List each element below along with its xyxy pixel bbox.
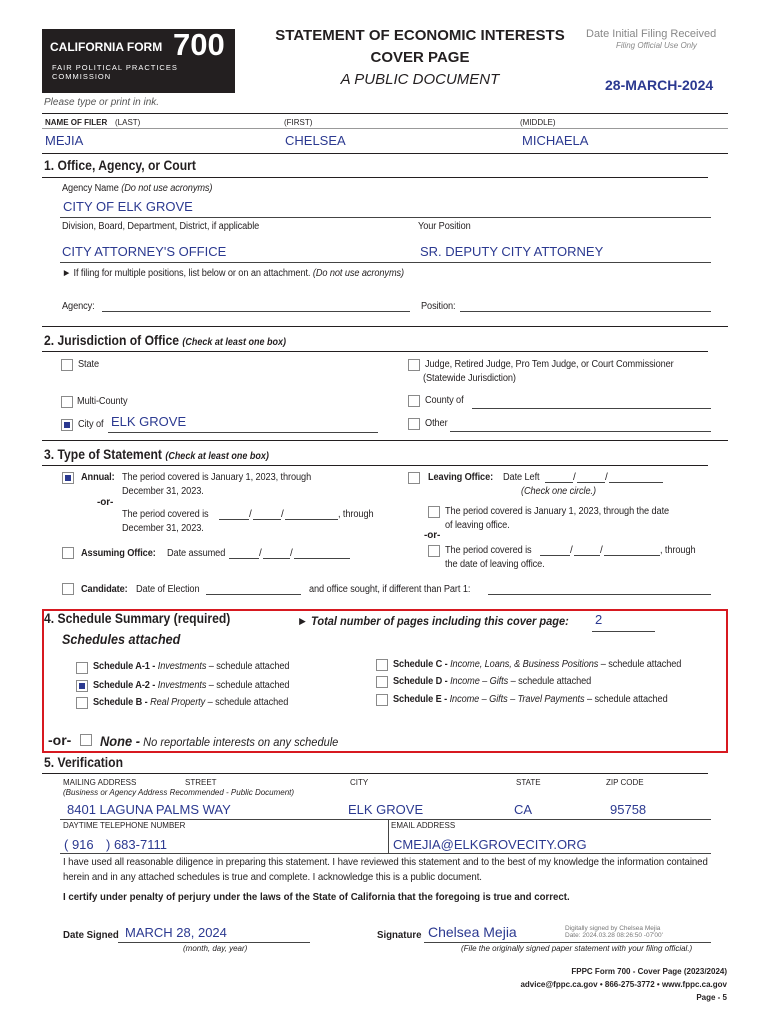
period-text: The period covered is: [122, 509, 209, 520]
date-format-note: (month, day, year): [183, 944, 248, 953]
last-name-field[interactable]: MEJIA: [45, 133, 84, 148]
diligence-statement: I have used all reasonable diligence in preparing this statement. I have reviewed this statement and to the best of my knowledge the information contained: [63, 856, 708, 868]
date-signed-label: Date Signed: [63, 929, 119, 941]
last-label: (LAST): [115, 118, 141, 127]
address-note: (Business or Agency Address Recommended - Public Document): [63, 788, 295, 797]
divider: [424, 942, 711, 943]
judge-label: Judge, Retired Judge, Pro Tem Judge, or Court Commissioner: [425, 359, 674, 370]
middle-label: (MIDDLE): [520, 118, 556, 127]
assumed-month-field[interactable]: [229, 558, 259, 559]
assumed-year-field[interactable]: [294, 558, 350, 559]
city-checkbox[interactable]: [61, 419, 73, 431]
or-label: -or-: [48, 732, 72, 748]
separator: /: [281, 509, 284, 520]
county-field[interactable]: [472, 408, 711, 409]
statewide-label: (Statewide Jurisdiction): [423, 373, 516, 384]
schedule-a2-label: Schedule A-2 - Investments – schedule attached: [93, 680, 290, 691]
digital-signature-line1: Digitally signed by Chelsea Mejia: [565, 925, 661, 932]
schedule-d-label: Schedule D - Income – Gifts – schedule attached: [393, 676, 592, 687]
leaving-option2-radio[interactable]: [428, 545, 440, 557]
divider: [42, 177, 708, 178]
date-assumed-label: Date assumed: [167, 548, 226, 559]
divider: [42, 153, 728, 154]
position-label: Your Position: [418, 221, 471, 232]
city-field[interactable]: ELK GROVE: [348, 802, 424, 817]
phone-number-field[interactable]: ) 683-7111: [106, 837, 167, 852]
schedule-c-checkbox[interactable]: [376, 659, 388, 671]
annual-checkbox[interactable]: [62, 472, 74, 484]
leaving2-day-field[interactable]: [574, 555, 600, 556]
period-month-field[interactable]: [219, 519, 249, 520]
office-sought-field[interactable]: [488, 594, 711, 595]
county-label: County of: [425, 395, 464, 406]
signature-note: (File the originally signed paper statement with your filing official.): [461, 944, 693, 953]
state-checkbox[interactable]: [61, 359, 73, 371]
street-field[interactable]: 8401 LAGUNA PALMS WAY: [67, 802, 231, 817]
schedule-a1-checkbox[interactable]: [76, 662, 88, 674]
divider: [388, 819, 389, 853]
divider: [42, 773, 708, 774]
date-signed-field[interactable]: MARCH 28, 2024: [125, 925, 227, 940]
divider: [42, 465, 708, 466]
schedule-a1-label: Schedule A-1 - Investments – schedule attached: [93, 661, 290, 672]
city-label: City of: [78, 419, 104, 430]
phone-area-field[interactable]: ( 916: [64, 837, 94, 852]
or-label: -or-: [424, 530, 441, 541]
divider: [42, 128, 728, 129]
leaving-office-checkbox[interactable]: [408, 472, 420, 484]
footer-form-id: FPPC Form 700 - Cover Page (2023/2024): [571, 967, 727, 976]
through-label: , through: [338, 509, 374, 520]
date-left-label: Date Left: [503, 472, 540, 483]
divider: [42, 440, 728, 441]
total-pages-field[interactable]: 2: [595, 612, 603, 627]
divider: [60, 217, 711, 218]
divider: [118, 942, 310, 943]
agency2-field[interactable]: [102, 311, 410, 312]
state-label: STATE: [516, 778, 541, 787]
digital-signature-line2: Date: 2024.03.28 08:26:50 -07'00': [565, 932, 663, 939]
separator: /: [573, 472, 576, 483]
state-field[interactable]: CA: [514, 802, 533, 817]
schedule-e-label: Schedule E - Income – Gifts – Travel Payments – schedule attached: [393, 694, 668, 705]
none-checkbox[interactable]: [80, 734, 92, 746]
date-left-day-field[interactable]: [577, 482, 605, 483]
separator: /: [290, 548, 293, 559]
divider: [42, 326, 728, 327]
assuming-office-checkbox[interactable]: [62, 547, 74, 559]
section1-title: 1. Office, Agency, or Court: [44, 158, 196, 173]
assumed-day-field[interactable]: [263, 558, 290, 559]
period-text-2: December 31, 2023.: [122, 523, 204, 534]
leaving2-month-field[interactable]: [540, 555, 570, 556]
county-checkbox[interactable]: [408, 395, 420, 407]
date-left-year-field[interactable]: [609, 482, 663, 483]
date-left-month-field[interactable]: [545, 482, 573, 483]
divider: [108, 432, 378, 433]
section5-title: 5. Verification: [44, 755, 124, 770]
official-use-label: Filing Official Use Only: [616, 41, 697, 50]
multiple-positions-note: ► If filing for multiple positions, list below or on an attachment. (Do not use acronyms): [62, 268, 405, 279]
separator: /: [600, 545, 603, 556]
office-sought-label: and office sought, if different than Part 1:: [309, 584, 471, 595]
period-year-field[interactable]: [285, 519, 338, 520]
other-field[interactable]: [450, 431, 711, 432]
schedules-attached-label: Schedules attached: [62, 631, 181, 647]
divider: [42, 113, 728, 114]
footer-page-number: Page - 5: [696, 993, 727, 1002]
none-label: None - No reportable interests on any schedule: [100, 733, 339, 749]
city-field[interactable]: ELK GROVE: [111, 414, 187, 429]
multi-county-label: Multi-County: [77, 396, 128, 407]
through-label: , through: [660, 545, 696, 556]
separator: /: [249, 509, 252, 520]
leaving-option2-text: The period covered is: [445, 545, 532, 556]
date-election-label: Date of Election: [136, 584, 200, 595]
leaving-office-label: Leaving Office:: [428, 472, 494, 483]
or-label: -or-: [97, 497, 114, 508]
schedule-b-label: Schedule B - Real Property – schedule attached: [93, 697, 289, 708]
separator: /: [259, 548, 262, 559]
diligence-statement-2: herein and in any attached schedules is true and complete. I acknowledge this is a public document.: [63, 871, 482, 883]
commission-name: FAIR POLITICAL PRACTICES COMMISSION: [52, 63, 178, 81]
separator: /: [605, 472, 608, 483]
divider: [60, 853, 711, 854]
street-label: STREET: [185, 778, 217, 787]
section2-title: 2. Jurisdiction of Office (Check at least one box): [44, 333, 286, 348]
position2-field[interactable]: [460, 311, 711, 312]
position2-label: Position:: [421, 301, 456, 312]
form-subtitle: COVER PAGE: [370, 49, 470, 66]
agency-name-label: Agency Name (Do not use acronyms): [62, 183, 213, 194]
check-one-note: (Check one circle.): [521, 486, 596, 497]
schedule-e-checkbox[interactable]: [376, 694, 388, 706]
city-label: CITY: [350, 778, 369, 787]
received-date: 28-MARCH-2024: [605, 77, 714, 93]
leaving2-year-field[interactable]: [604, 555, 660, 556]
received-label: Date Initial Filing Received: [586, 28, 717, 40]
section4-title: 4. Schedule Summary (required): [44, 611, 231, 626]
divider: [592, 631, 655, 632]
form-title: STATEMENT OF ECONOMIC INTERESTS: [275, 27, 565, 44]
zip-field[interactable]: 95758: [610, 802, 647, 817]
public-document-label: A PUBLIC DOCUMENT: [340, 71, 500, 88]
leaving-option1-text-2: of leaving office.: [445, 520, 510, 531]
leaving-option1-radio[interactable]: [428, 506, 440, 518]
state-label: State: [78, 359, 100, 370]
form-number: 700: [173, 27, 225, 62]
form-prefix: CALIFORNIA FORM: [50, 40, 163, 54]
division-label: Division, Board, Department, District, if applicable: [62, 221, 260, 232]
annual-text: The period covered is January 1, 2023, through: [122, 472, 312, 483]
signature-label: Signature: [377, 929, 422, 941]
form-badge: [42, 29, 235, 93]
schedule-c-label: Schedule C - Income, Loans, & Business Positions – schedule attached: [393, 659, 682, 670]
schedule-a2-checkbox[interactable]: [76, 680, 88, 692]
annual-text-2: December 31, 2023.: [122, 486, 204, 497]
period-day-field[interactable]: [253, 519, 281, 520]
first-label: (FIRST): [284, 118, 313, 127]
schedule-d-checkbox[interactable]: [376, 676, 388, 688]
position-field[interactable]: SR. DEPUTY CITY ATTORNEY: [420, 244, 604, 259]
filer-name-label: NAME OF FILER: [45, 118, 108, 127]
zip-label: ZIP CODE: [606, 778, 644, 787]
annual-label: Annual:: [81, 472, 115, 483]
divider: [60, 819, 711, 820]
divider: [42, 351, 708, 352]
leaving-option1-text: The period covered is January 1, 2023, through the date: [445, 506, 670, 517]
other-label: Other: [425, 418, 448, 429]
phone-label: DAYTIME TELEPHONE NUMBER: [63, 821, 186, 830]
certify-statement: I certify under penalty of perjury under the laws of the State of California that the foregoing is true and correct.: [63, 891, 570, 903]
agency-name-field[interactable]: CITY OF ELK GROVE: [63, 199, 193, 214]
section3-title: 3. Type of Statement (Check at least one box): [44, 447, 269, 462]
total-pages-label: ► Total number of pages including this cover page:: [297, 614, 569, 628]
multi-county-checkbox[interactable]: [61, 396, 73, 408]
middle-name-field[interactable]: MICHAELA: [522, 133, 589, 148]
other-checkbox[interactable]: [408, 418, 420, 430]
agency2-label: Agency:: [62, 301, 95, 312]
signature-field[interactable]: Chelsea Mejia: [428, 924, 517, 940]
candidate-checkbox[interactable]: [62, 583, 74, 595]
email-label: EMAIL ADDRESS: [391, 821, 456, 830]
election-date-field[interactable]: [206, 594, 301, 595]
leaving-option2-text-2: the date of leaving office.: [445, 559, 545, 570]
schedule-b-checkbox[interactable]: [76, 697, 88, 709]
footer-contact: advice@fppc.ca.gov • 866-275-3772 • www.fppc.ca.gov: [520, 980, 727, 989]
separator: /: [570, 545, 573, 556]
division-field[interactable]: CITY ATTORNEY'S OFFICE: [62, 244, 227, 259]
judge-checkbox[interactable]: [408, 359, 420, 371]
mailing-address-label: MAILING ADDRESS: [63, 778, 137, 787]
candidate-label: Candidate:: [81, 584, 128, 595]
first-name-field[interactable]: CHELSEA: [285, 133, 346, 148]
divider: [60, 262, 711, 263]
assuming-office-label: Assuming Office:: [81, 548, 156, 559]
email-field[interactable]: CMEJIA@ELKGROVECITY.ORG: [393, 837, 587, 852]
instructions: Please type or print in ink.: [44, 97, 160, 108]
